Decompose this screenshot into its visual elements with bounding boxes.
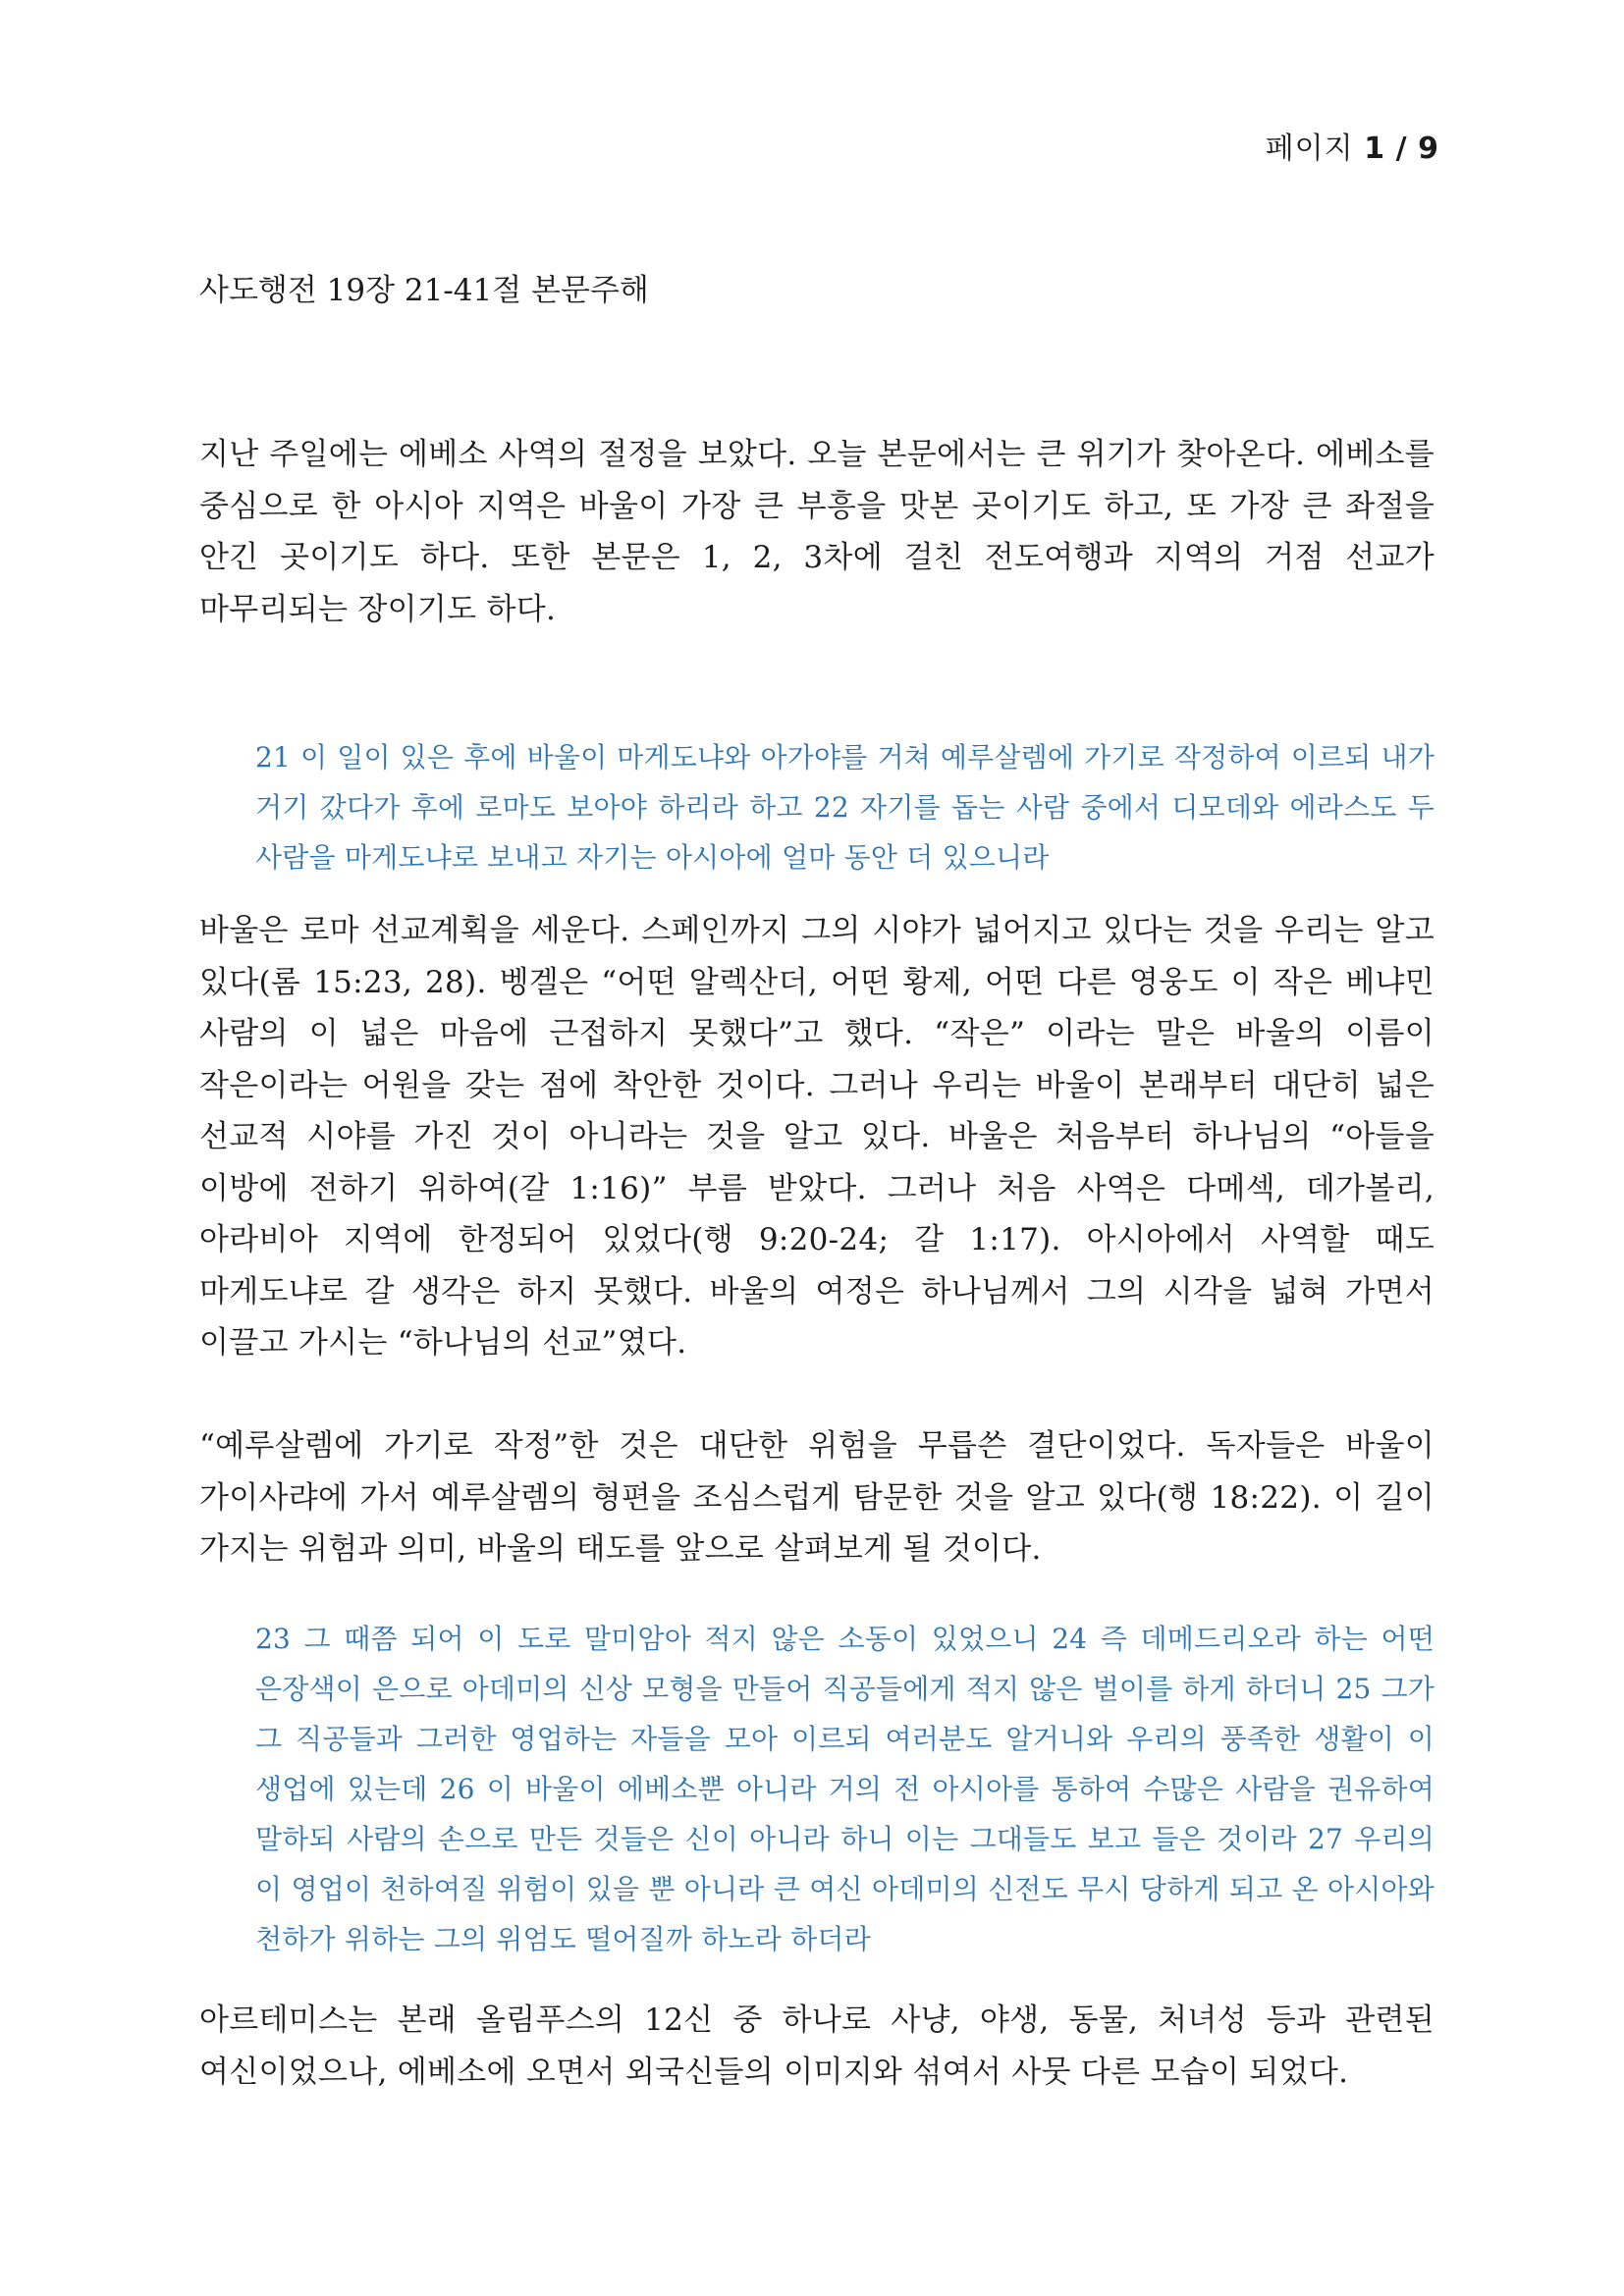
total-pages: 9 xyxy=(1418,132,1439,166)
page-separator: / xyxy=(1395,132,1408,166)
scripture-quote-21-22: 21 이 일이 있은 후에 바울이 마게도냐와 아가야를 거쳐 예루살렘에 가기로 작정하여 이르되 내가 거기 갔다가 후에 로마도 보아야 하리라 하고 22 자기를 돕는 사람 중에서 디모데와 에라스도 두 사람을 마게도냐로 보내고 자기는 아시아에 얼마 동안 더 있으니라 xyxy=(255,741,1435,874)
scripture-quote-23-27: 23 그 때쯤 되어 이 도로 말미암아 적지 않은 소동이 있었으니 24 즉 데메드리오라 하는 어떤 은장색이 은으로 아데미의 신상 모형을 만들어 직공들에게 적지 않은 벌이를 하게 하더니 25 그가 그 직공들과 그러한 영업하는 자들을 모아 이르되 여러분도 알거니와 우리의 풍족한 생활이 이 생업에 있는데 26 이 바울이 에베소뿐 아니라 거의 전 아시아를 통하여 수많은 사람을 권유하여 말하되 사람의 손으로 만든 것들은 신이 아니라 하니 이는 그대들도 보고 들은 것이라 27 우리의 이 영업이 천하여질 위험이 있을 뿐 아니라 큰 여신 아데미의 신전도 무시 당하게 되고 온 아시아와 천하가 위하는 그의 위엄도 떨어질까 하노라 하더라 xyxy=(255,1623,1435,1955)
intro-paragraph: 지난 주일에는 에베소 사역의 절정을 보았다. 오늘 본문에서는 큰 위기가 찾아온다. 에베소를 중심으로 한 아시아 지역은 바울이 가장 큰 부흥을 맛본 곳이기도 하고, 또 가장 큰 좌절을 안긴 곳이기도 하다. 또한 본문은 1, 2, 3차에 걸친 전도여행과 지역의 거점 선교가 마무리되는 장이기도 하다. xyxy=(199,437,1435,627)
commentary-paragraph-artemis: 아르테미스는 본래 올림푸스의 12신 중 하나로 사냥, 야생, 동물, 처녀성 등과 관련된 여신이었으나, 에베소에 오면서 외국신들의 이미지와 섞여서 사뭇 다른 모습이 되었다. xyxy=(199,2002,1435,2090)
current-page: 1 xyxy=(1364,132,1386,166)
page-label: 페이지 xyxy=(1265,132,1354,166)
page-number xyxy=(1266,124,1439,167)
document-title: 사도행전 19장 21-41절 본문주해 xyxy=(199,273,649,308)
commentary-paragraph-jerusalem: “예루살렘에 가기로 작정”한 것은 대단한 위험을 무릅쓴 결단이었다. 독자들은 바울이 가이사랴에 가서 예루살렘의 형편을 조심스럽게 탐문한 것을 알고 있다(행 18:22). 이 길이 가지는 위험과 의미, 바울의 태도를 앞으로 살펴보게 될 것이다. xyxy=(199,1428,1435,1567)
commentary-paragraph-mission: 바울은 로마 선교계획을 세운다. 스페인까지 그의 시야가 넓어지고 있다는 것을 우리는 알고 있다(롬 15:23, 28). 벵겔은 “어떤 알렉산더, 어떤 황제, 어떤 다른 영웅도 이 작은 베냐민 사람의 이 넓은 마음에 근접하지 못했다”고 했다. “작은” 이라는 말은 바울의 이름이 작은이라는 어원을 갖는 점에 착안한 것이다. 그러나 우리는 바울이 본래부터 대단히 넓은 선교적 시야를 가진 것이 아니라는 것을 알고 있다. 바울은 처음부터 하나님의 “아들을 이방에 전하기 위하여(갈 1:16)” 부름 받았다. 그러나 처음 사역은 다메섹, 데가볼리, 아라비아 지역에 한정되어 있었다(행 9:20-24; 갈 1:17). 아시아에서 사역할 때도 마게도냐로 갈 생각은 하지 못했다. 바울의 여정은 하나님께서 그의 시각을 넓혀 가면서 이끌고 가시는 “하나님의 선교”였다. xyxy=(199,913,1435,1361)
